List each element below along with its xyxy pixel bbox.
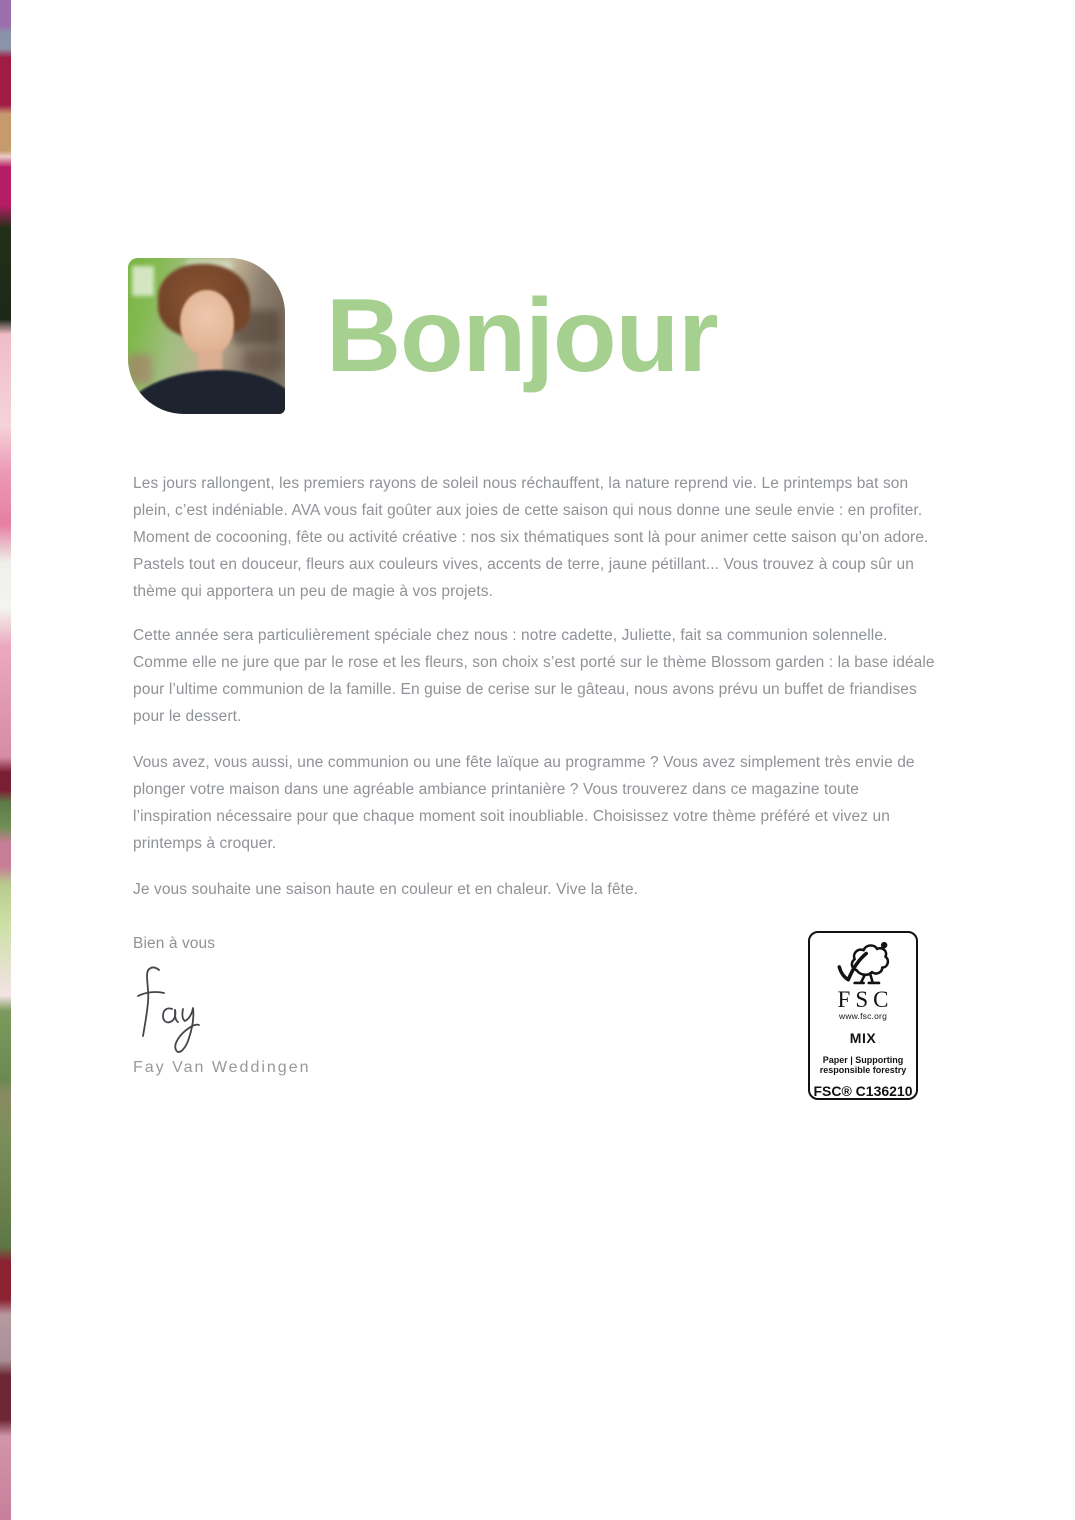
- fsc-tagline-line2: responsible forestry: [819, 1064, 907, 1075]
- signature-name: Fay Van Weddingen: [133, 1059, 311, 1076]
- letter-paragraph-2: Cette année sera particulièrement spéciale chez nous : notre cadette, Juliette, fait sa communion solennelle. Comme elle ne jure que par le rose et les fleurs, son choix s’est porté sur le thème Blossom garden : la base idéale pour l’ultime communion de la famille. En guise de cerise sur le gâteau, nous avons prévu un buffet de friandises pour le dessert.: [133, 627, 935, 725]
- letter-closing: Bien à vous: [133, 935, 216, 952]
- photo-shelf-blur: [244, 350, 284, 372]
- photo-person-neck: [198, 350, 222, 372]
- letter-paragraph-4: Je vous souhaite une saison haute en couleur et en chaleur. Vive la fête.: [133, 881, 639, 898]
- fsc-tagline: [820, 1056, 907, 1075]
- fsc-tagline-line1: Paper | Supporting: [822, 1055, 904, 1065]
- fsc-wordmark: FSC: [837, 987, 894, 1012]
- letter-paragraph-3: Vous avez, vous aussi, une communion ou une fête laïque au programme ? Vous avez simplement très envie de plonger votre maison dans une agréable ambiance printanière ? Vous trouverez dans ce magazine toute l’inspiration nécessaire pour que chaque moment soit inoubliable. Choisissez votre thème préféré et vivez un printemps à croquer.: [133, 754, 915, 852]
- photo-person-face: [180, 290, 234, 356]
- letter-paragraph-1: Les jours rallongent, les premiers rayons de soleil nous réchauffent, la nature reprend vie. Le printemps bat son plein, c’est indéniable. AVA vous fait goûter aux joies de cette saison qui nous donne une seule envie : en profiter. Moment de cocooning, fête ou activité créative : nos six thématiques sont là pour animer cette saison qu’on adore. Pastels tout en douceur, fleurs aux couleurs vives, accents de terre, jaune pétillant... Vous trouvez à coup sûr un thème qui apportera un peu de magie à vos projets.: [133, 475, 929, 600]
- editor-portrait-photo: [128, 258, 285, 414]
- photo-shelf-blur: [128, 354, 152, 384]
- page-title: Bonjour: [326, 278, 718, 394]
- fsc-check-tree-icon: [831, 940, 895, 990]
- photo-store-sign-letter: [132, 266, 154, 296]
- page-edge-photo-strip: [0, 0, 11, 1520]
- fsc-grade: MIX: [849, 1030, 877, 1046]
- fsc-license-code: FSC® C136210: [813, 1083, 913, 1099]
- fsc-certification-label: [808, 931, 918, 1100]
- fay-handwritten-signature: [130, 962, 204, 1062]
- fsc-url: www.fsc.org: [838, 1011, 888, 1021]
